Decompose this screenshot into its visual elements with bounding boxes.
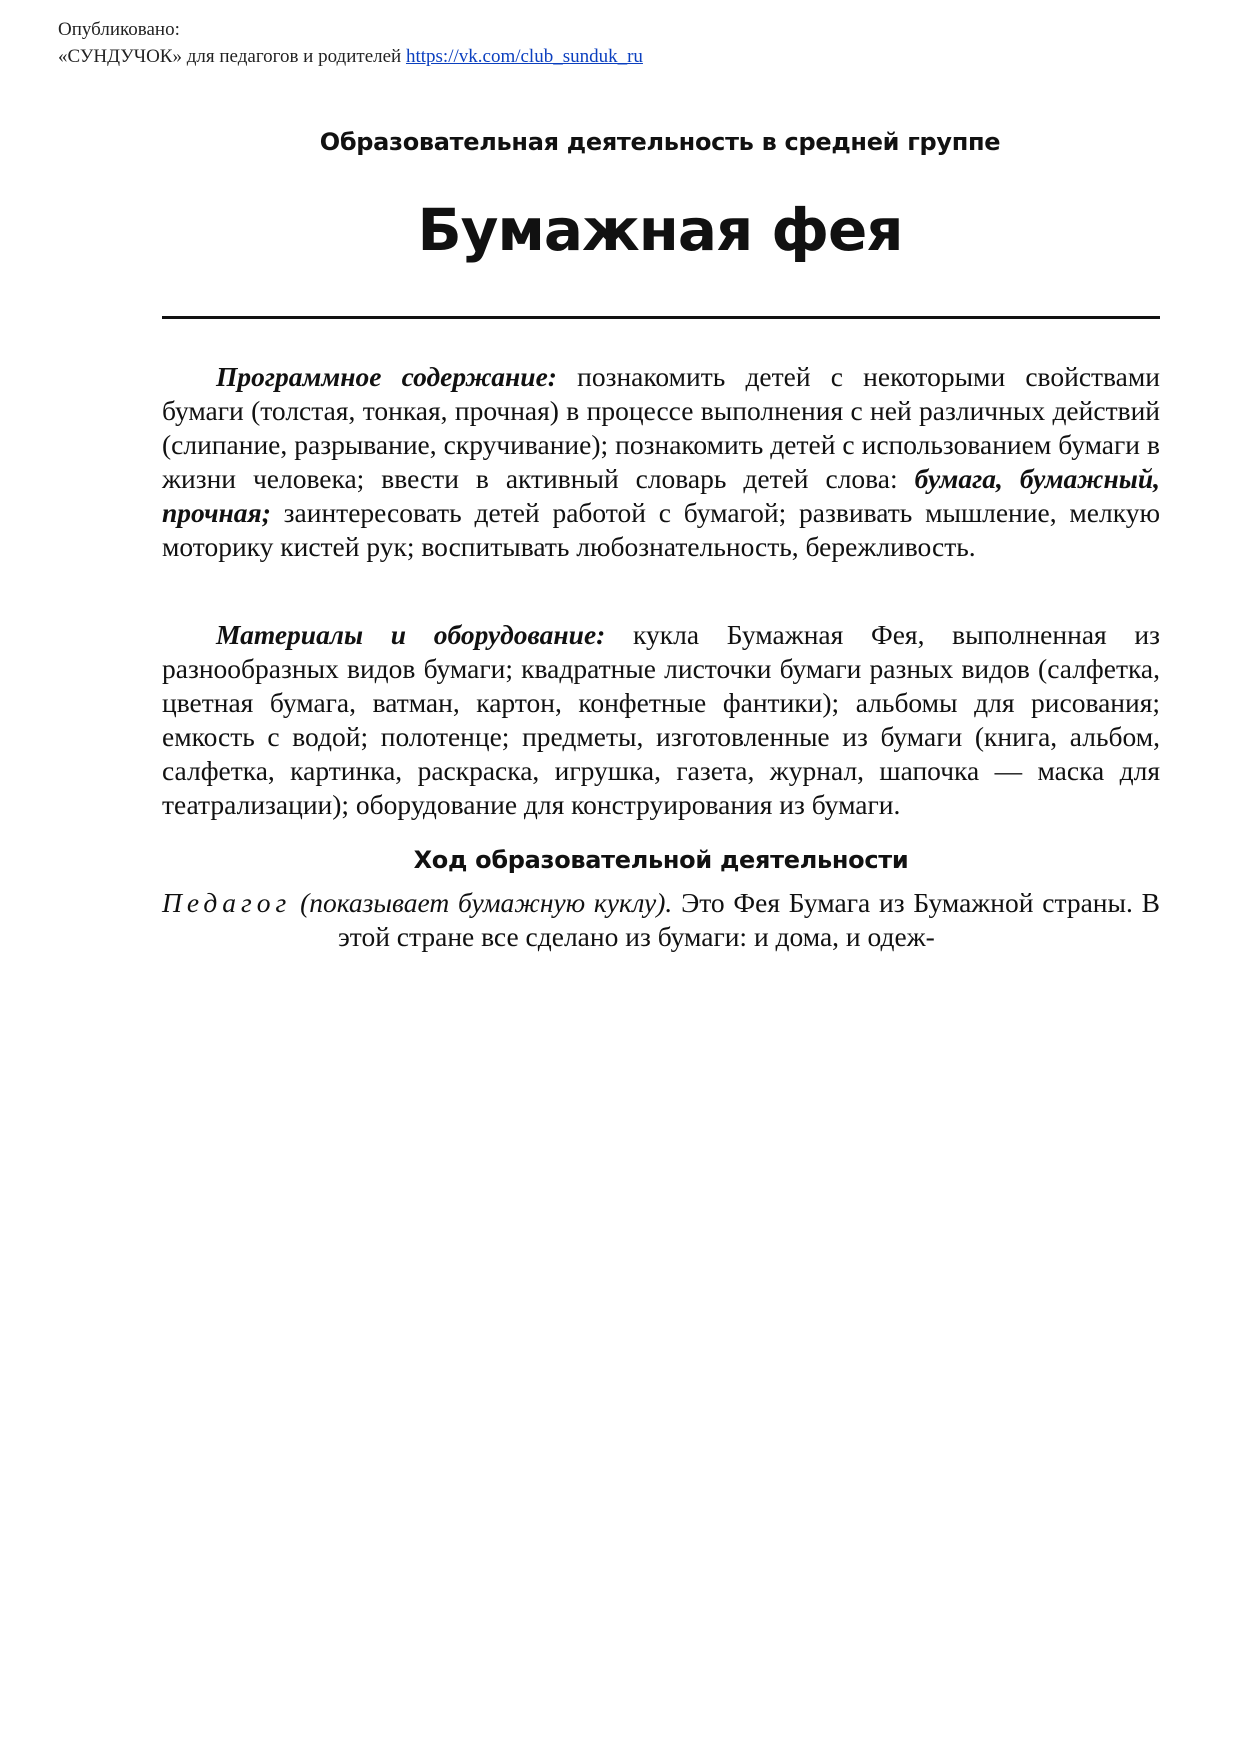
program-content-label: Программное содержание:: [216, 361, 557, 392]
document-title: Бумажная фея: [417, 196, 903, 264]
source-link[interactable]: https://vk.com/club_sunduk_ru: [405, 46, 643, 67]
materials-text: кукла Бумажная Фея, выполненная из разнообразных видов бумаги; квадратные листочки бумаги разных видов (салфетка, цветная бумага, ватман, картон, конфетные фантики); альбомы для рисования; емкость с водой; полотенце; предметы, изготовленные из бумаги (книга, альбом, салфетка, картинка, раскраска, игрушка, газета, журнал, шапочка — маска для театрализации); оборудование для конструирования из бумаги.: [162, 619, 1160, 820]
published-label: Опубликовано:: [58, 19, 180, 40]
program-content-paragraph: [162, 360, 1160, 564]
source-line: [58, 43, 643, 70]
program-vocabulary-words: бумага, бумажный, прочная;: [162, 463, 1160, 528]
section-heading: Ход образовательной деятельности: [413, 846, 909, 874]
source-text: «СУНДУЧОК» для педагогов и родителей: [58, 46, 402, 67]
dialogue-paragraph: [162, 886, 1160, 954]
published-header: [58, 16, 643, 70]
title-divider: [162, 316, 1160, 319]
materials-paragraph: [162, 618, 1160, 822]
dialogue-speaker: Педагог: [162, 887, 292, 918]
document-subtitle: Образовательная деятельность в средней группе: [319, 128, 1001, 156]
dialogue-remark: (показывает бумажную куклу).: [300, 887, 673, 918]
dialogue-text: Это Фея Бумага из Бумажной страны. В этой стране все сделано из бумаги: и дома, и одеж-: [338, 887, 1160, 952]
program-content-text-2: заинтересовать детей работой с бумагой; развивать мышление, мелкую моторику кистей рук; воспитывать любознательность, бережливость.: [162, 497, 1160, 562]
materials-label: Материалы и оборудование:: [216, 619, 606, 650]
program-content-text-1: познакомить детей с некоторыми свойствами бумаги (толстая, тонкая, прочная) в процессе выполнения с ней различных действий (слипание, разрывание, скручивание); познакомить детей с использованием бумаги в жизни человека; ввести в активный словарь детей слова:: [162, 361, 1160, 494]
